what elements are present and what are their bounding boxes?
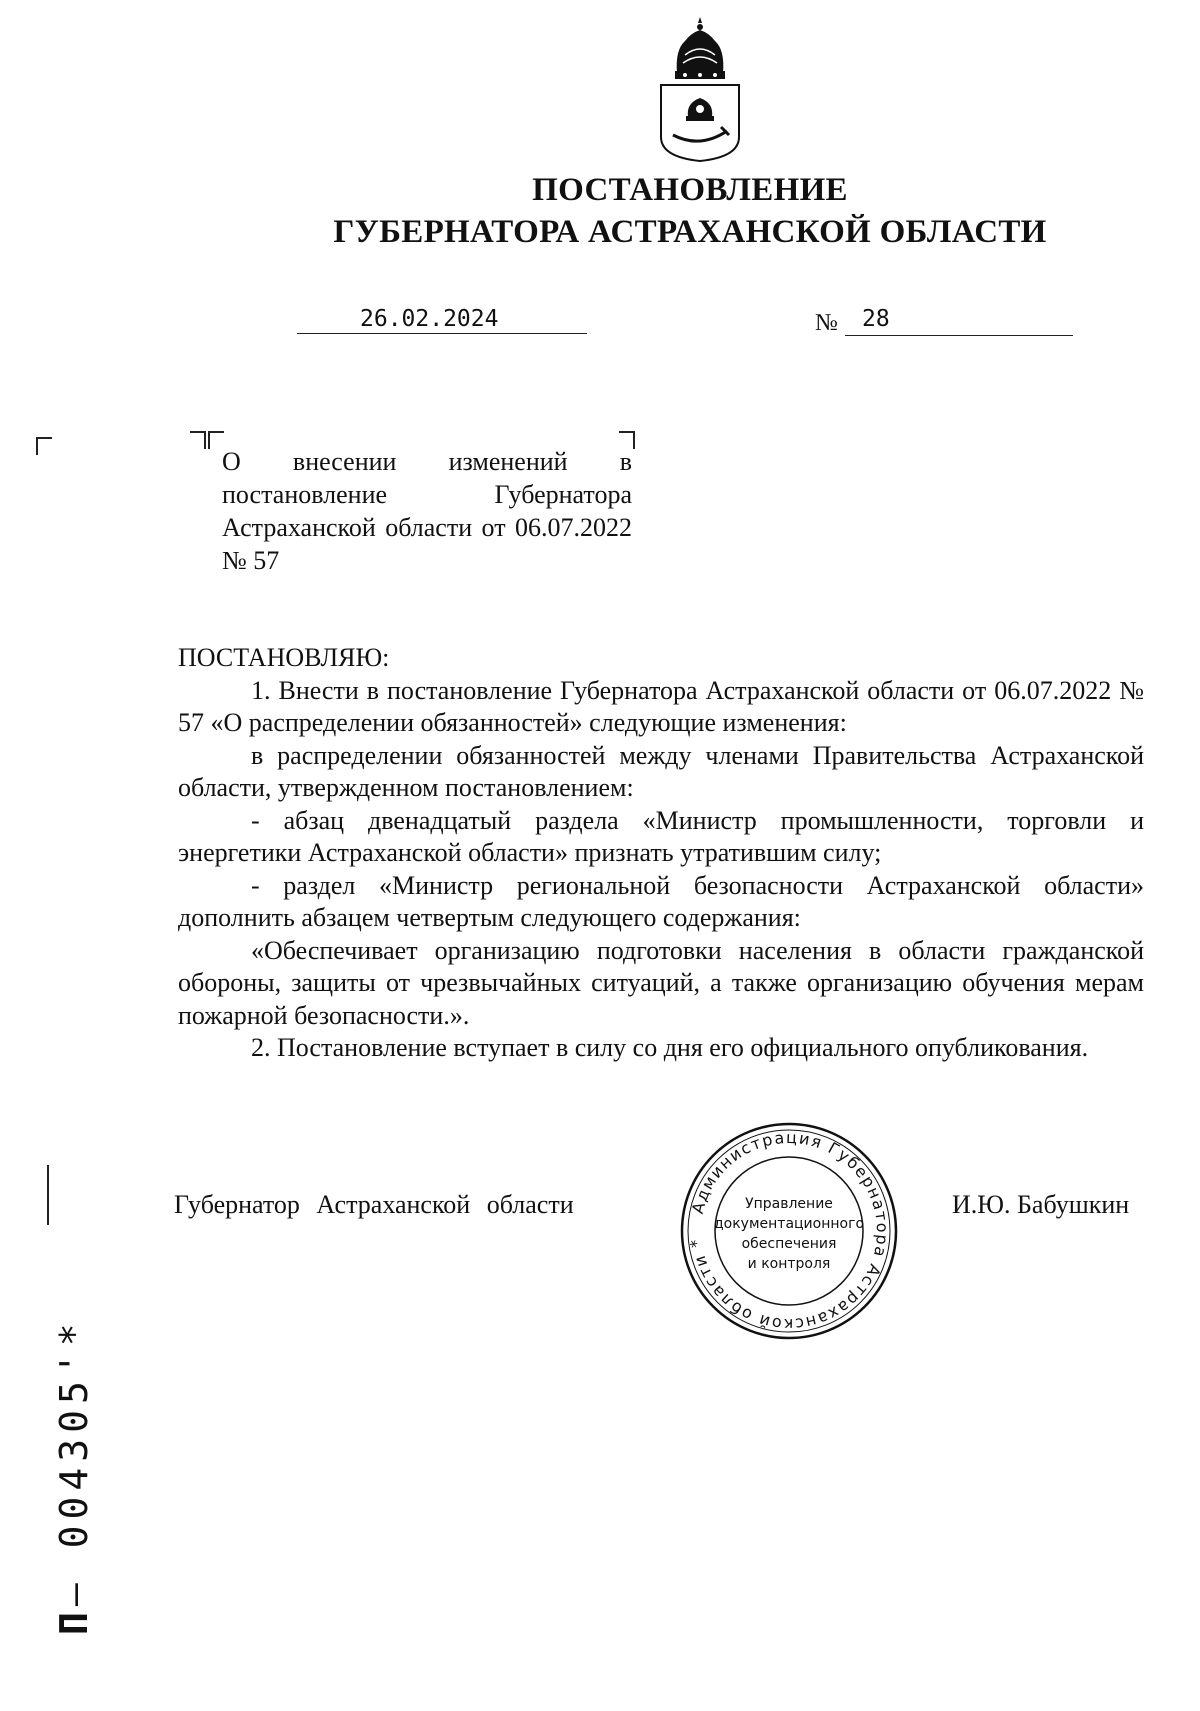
date-underline: [297, 333, 587, 334]
registration-code-prefix: П: [52, 1606, 96, 1635]
stamp-center-line: Управление: [745, 1196, 833, 1212]
issuer-title: ГУБЕРНАТОРА АСТРАХАНСКОЙ ОБЛАСТИ: [333, 214, 1047, 250]
decree-word: ПОСТАНОВЛЯЮ:: [178, 643, 390, 672]
number-sign: №: [815, 310, 838, 336]
number-underline: [845, 335, 1073, 336]
registration-code-number: – 004305'*: [52, 1317, 96, 1607]
official-stamp: [678, 1120, 900, 1342]
paragraph-1: 1. Внести в постановление Губернатора Астраханской области от 06.07.2022 № 57 «О распределении обязанностей» следующие изменения:: [178, 675, 1144, 737]
stamp-center-line: обеспечения: [741, 1236, 837, 1252]
margin-corner-mark: [36, 437, 52, 455]
paragraph-6: 2. Постановление вступает в силу со дня его официального опубликования.: [251, 1033, 1089, 1062]
stamp-center-line: и контроля: [747, 1256, 831, 1272]
signatory-position: Губернатор Астраханской области: [174, 1190, 574, 1219]
document-subject: О внесении изменений в постановление Губернатора Астраханской области от 06.07.2022 № 57: [222, 447, 632, 575]
margin-bar: [47, 1165, 49, 1225]
document-number: 28: [862, 306, 890, 332]
signatory-name: И.Ю. Бабушкин: [952, 1190, 1130, 1219]
document-date: 26.02.2024: [360, 306, 499, 332]
stamp-center-line: документационного: [713, 1216, 865, 1232]
paragraph-5: «Обеспечивает организацию подготовки населения в области гражданской обороны, защиты от чрезвычайных ситуаций, а также организацию обучения мерам пожарной безопасности.».: [178, 935, 1144, 1030]
document-body: [178, 642, 1144, 1065]
stamp-ring-text: Администрация Губернатора Астраханской области *: [686, 1127, 893, 1335]
paragraph-2: в распределении обязанностей между членами Правительства Астраханской области, утвержденном постановлением:: [178, 740, 1144, 802]
document-type-title: ПОСТАНОВЛЕНИЕ: [532, 172, 848, 208]
registration-code: [52, 1295, 112, 1635]
coat-of-arms-emblem: [655, 15, 745, 163]
paragraph-4: - раздел «Министр региональной безопасности Астраханской области» дополнить абзацем четвертым следующего содержания:: [178, 870, 1144, 932]
subject-bracket-left-outer: [190, 431, 206, 449]
paragraph-3: - абзац двенадцатый раздела «Министр промышленности, торговли и энергетики Астраханской области» признать утратившим силу;: [178, 805, 1144, 867]
